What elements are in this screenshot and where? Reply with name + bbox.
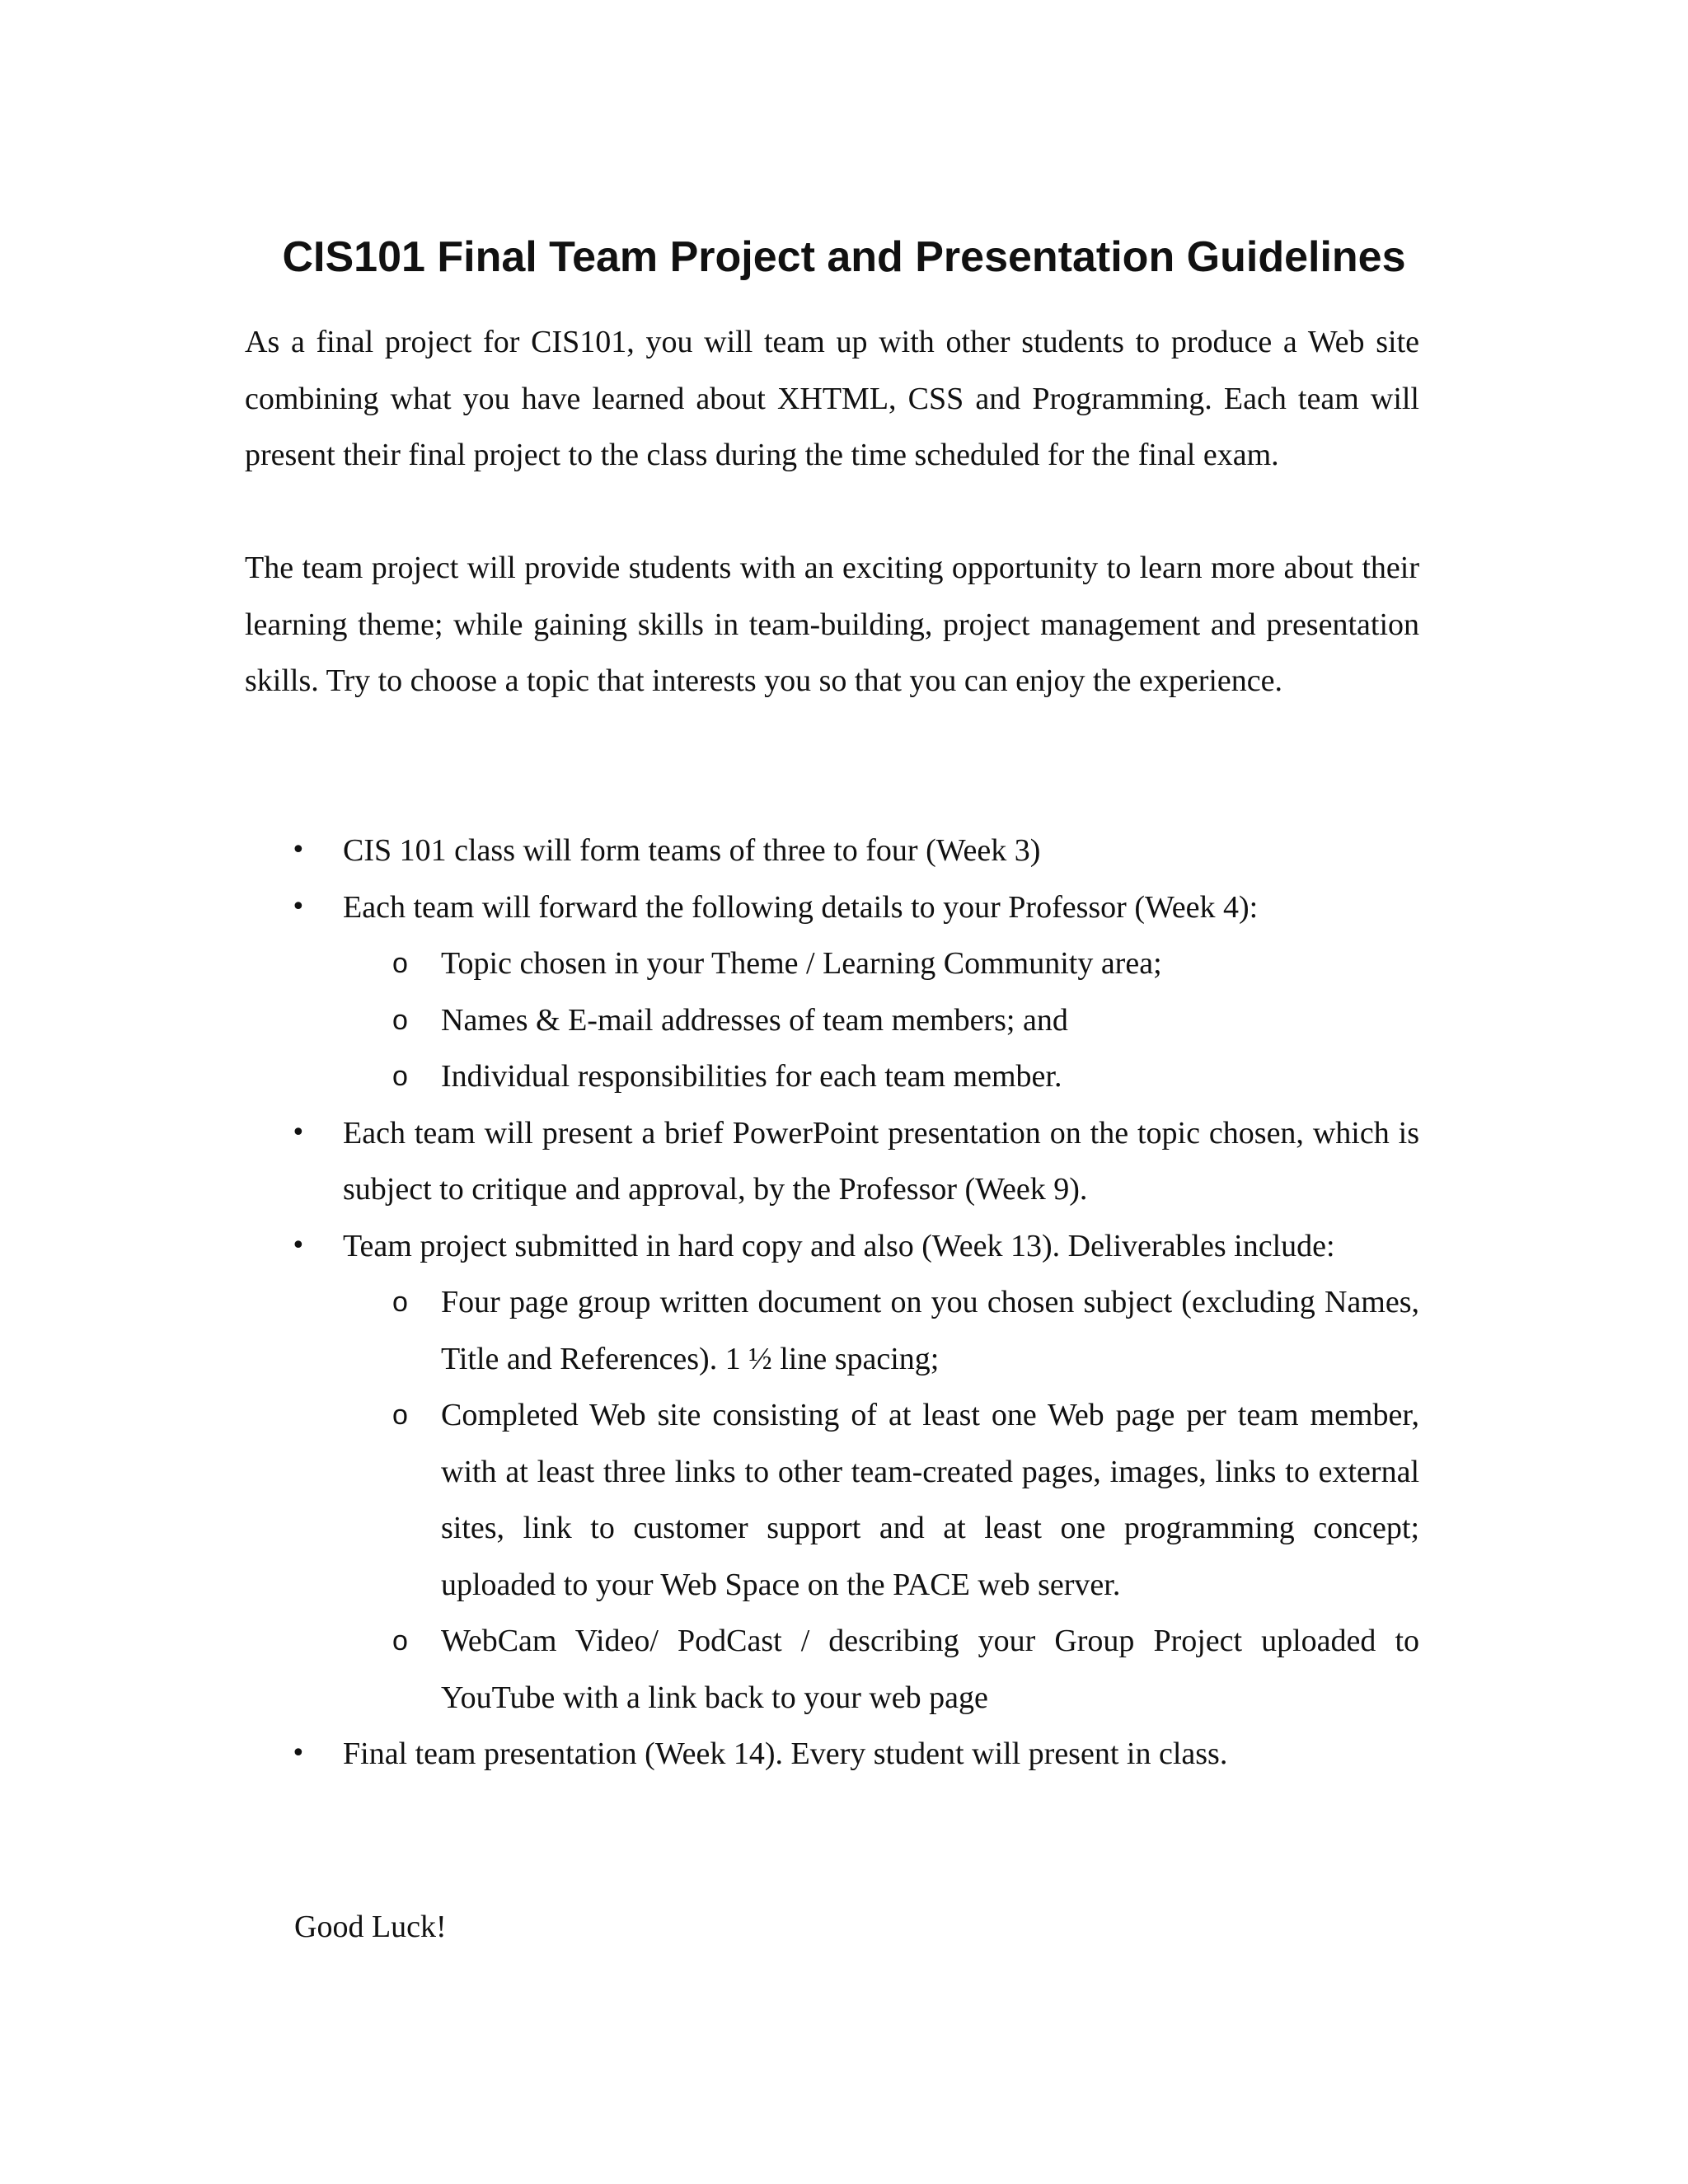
bullet-item — [245, 879, 1419, 1105]
intro-paragraph: As a final project for CIS101, you will team up with other students to produce a Web site combining what you have learned about XHTML, CSS and Programming. Each team will present their final project to the class during the time scheduled for the final exam. — [245, 325, 1419, 472]
theme-paragraph: The team project will provide students with an exciting opportunity to learn more about their learning theme; while gaining skills in team-building, project management and presentation skills. Try to choose a topic that interests you so that you can enjoy the experience. — [245, 551, 1419, 698]
sub-list — [343, 1274, 1419, 1726]
bullet-item — [245, 823, 1419, 879]
bullet-item — [245, 1218, 1419, 1727]
sub-list — [343, 935, 1419, 1105]
bullet-text: Final team presentation (Week 14). Every student will present in class. — [343, 1736, 1228, 1771]
sub-item: o Names & E-mail addresses of team members; and — [343, 992, 1419, 1049]
bullet-text: Each team will forward the following details to your Professor (Week 4): — [343, 889, 1259, 925]
bullet-text: Each team will present a brief PowerPoint presentation on the topic chosen, which is subject to critique and approval, by the Professor (Week 9). — [343, 1115, 1419, 1207]
guidelines-list — [245, 823, 1419, 1783]
sub-item: o WebCam Video/ PodCast / describing your Group Project uploaded to YouTube with a link back to your web page — [343, 1613, 1419, 1726]
sub-item: o Topic chosen in your Theme / Learning Community area; — [343, 935, 1419, 992]
bullet-text: CIS 101 class will form teams of three to four (Week 3) — [343, 833, 1041, 868]
bullet-item — [245, 1726, 1419, 1783]
sub-item: o Individual responsibilities for each team member. — [343, 1048, 1419, 1105]
closing-text: Good Luck! — [294, 1910, 447, 1944]
sub-item: o Completed Web site consisting of at least one Web page per team member, with at least three links to other team-created pages, images, links to external sites, link to customer support and at least one programming concept; uploaded to your Web Space on the PACE web server. — [343, 1387, 1419, 1613]
document-title: CIS101 Final Team Project and Presentation Guidelines — [282, 233, 1406, 281]
sub-item: o Four page group written document on you chosen subject (excluding Names, Title and References). 1 ½ line spacing; — [343, 1274, 1419, 1387]
bullet-item — [245, 1105, 1419, 1218]
bullet-text: Team project submitted in hard copy and also (Week 13). Deliverables include: — [343, 1228, 1335, 1263]
